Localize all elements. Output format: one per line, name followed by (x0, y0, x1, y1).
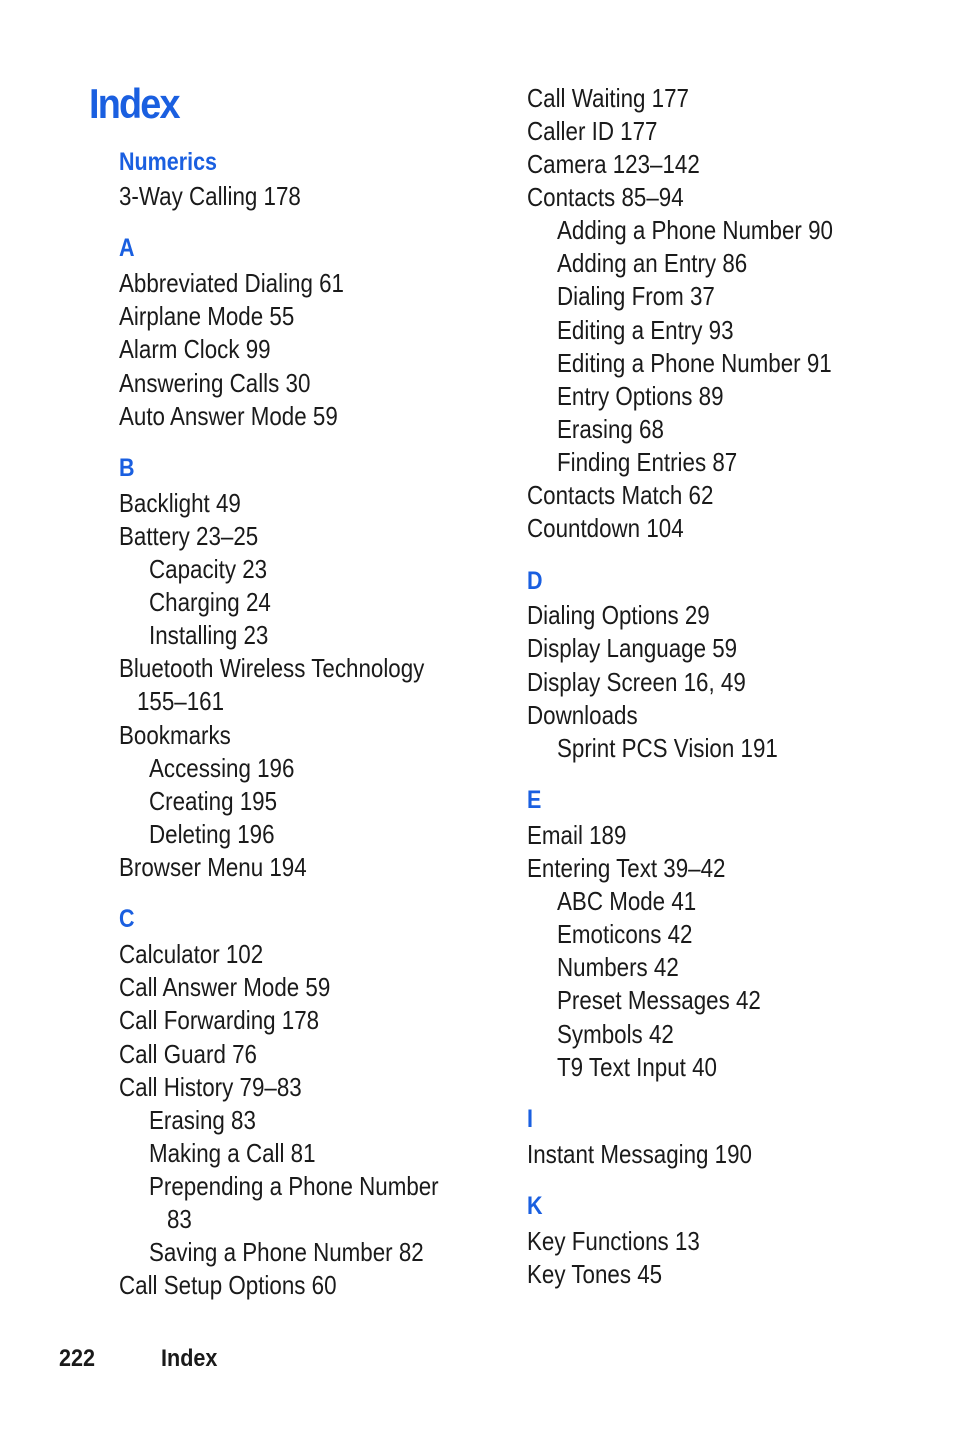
index-entry: Bluetooth Wireless Technology (119, 653, 425, 683)
index-entry: Caller ID 177 (527, 116, 658, 146)
index-letter-heading: E (527, 786, 542, 814)
index-entry: Instant Messaging 190 (527, 1139, 752, 1169)
index-entry: Calculator 102 (119, 939, 264, 969)
index-entry: Entering Text 39–42 (527, 853, 726, 883)
index-letter-heading: B (119, 454, 135, 482)
index-entry: Key Functions 13 (527, 1226, 700, 1256)
index-subentry: Saving a Phone Number 82 (149, 1237, 424, 1267)
index-entry: Backlight 49 (119, 488, 241, 518)
index-subentry: Installing 23 (149, 620, 269, 650)
index-letter-heading: A (119, 234, 135, 262)
index-subentry: Capacity 23 (149, 554, 268, 584)
index-entry: Airplane Mode 55 (119, 301, 295, 331)
index-entry: Abbreviated Dialing 61 (119, 268, 344, 298)
index-subentry: Editing a Phone Number 91 (557, 348, 832, 378)
index-entry: Call History 79–83 (119, 1072, 302, 1102)
index-entry: Display Language 59 (527, 633, 738, 663)
index-entry: Call Guard 76 (119, 1039, 257, 1069)
index-subentry: Symbols 42 (557, 1019, 674, 1049)
index-subentry: Adding a Phone Number 90 (557, 215, 833, 245)
index-subentry: ABC Mode 41 (557, 886, 697, 916)
index-entry: 155–161 (137, 686, 225, 716)
footer-section-label: Index (161, 1345, 218, 1372)
index-subentry: Emoticons 42 (557, 919, 693, 949)
index-subentry: 83 (167, 1204, 192, 1234)
index-entry: Battery 23–25 (119, 521, 259, 551)
index-entry: Camera 123–142 (527, 149, 700, 179)
index-letter-heading: Numerics (119, 148, 217, 176)
index-subentry: Sprint PCS Vision 191 (557, 733, 778, 763)
index-subentry: Creating 195 (149, 786, 278, 816)
index-entry: 3-Way Calling 178 (119, 181, 301, 211)
index-entry: Dialing Options 29 (527, 600, 710, 630)
index-entry: Email 189 (527, 820, 627, 850)
index-subentry: T9 Text Input 40 (557, 1052, 717, 1082)
index-subentry: Finding Entries 87 (557, 447, 738, 477)
index-letter-heading: I (527, 1105, 533, 1133)
index-entry: Alarm Clock 99 (119, 334, 271, 364)
index-subentry: Prepending a Phone Number (149, 1171, 439, 1201)
index-subentry: Deleting 196 (149, 819, 275, 849)
index-entry: Contacts Match 62 (527, 480, 714, 510)
index-subentry: Dialing From 37 (557, 281, 715, 311)
index-subentry: Accessing 196 (149, 753, 295, 783)
index-subentry: Charging 24 (149, 587, 271, 617)
index-entry: Browser Menu 194 (119, 852, 307, 882)
index-entry: Countdown 104 (527, 513, 684, 543)
index-entry: Downloads (527, 700, 638, 730)
index-subentry: Numbers 42 (557, 952, 679, 982)
index-subentry: Erasing 68 (557, 414, 664, 444)
index-subentry: Editing a Entry 93 (557, 315, 734, 345)
index-entry: Key Tones 45 (527, 1259, 663, 1289)
index-entry: Contacts 85–94 (527, 182, 684, 212)
index-subentry: Erasing 83 (149, 1105, 256, 1135)
index-entry: Answering Calls 30 (119, 368, 311, 398)
index-entry: Display Screen 16, 49 (527, 667, 746, 697)
index-entry: Call Setup Options 60 (119, 1270, 337, 1300)
page-number: 222 (59, 1345, 96, 1372)
index-letter-heading: K (527, 1192, 543, 1220)
index-entry: Call Forwarding 178 (119, 1005, 320, 1035)
index-subentry: Making a Call 81 (149, 1138, 316, 1168)
index-entry: Auto Answer Mode 59 (119, 401, 338, 431)
index-entry: Bookmarks (119, 720, 231, 750)
index-entry: Call Answer Mode 59 (119, 972, 331, 1002)
index-subentry: Preset Messages 42 (557, 985, 761, 1015)
index-entry: Call Waiting 177 (527, 83, 689, 113)
page-title: Index (89, 80, 179, 127)
index-subentry: Entry Options 89 (557, 381, 724, 411)
index-letter-heading: C (119, 905, 135, 933)
index-letter-heading: D (527, 567, 543, 595)
index-subentry: Adding an Entry 86 (557, 248, 748, 278)
